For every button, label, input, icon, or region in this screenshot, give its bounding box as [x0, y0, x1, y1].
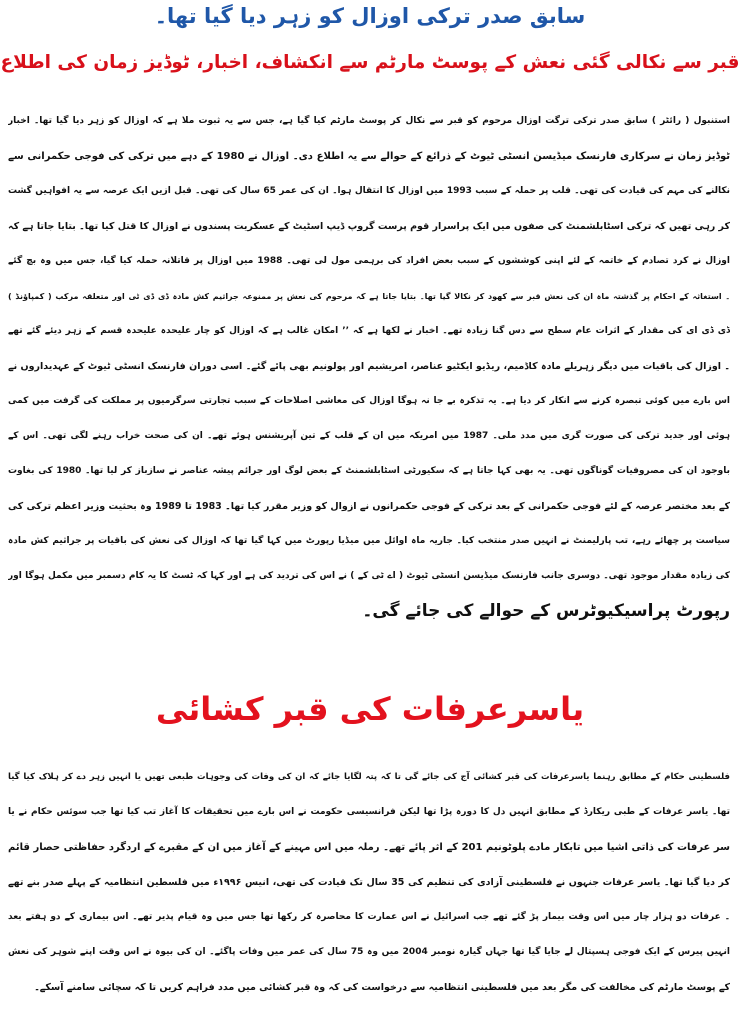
article-line: نکالنے کی مہم کی قیادت کی تھی۔ قلب پر حملہ کے سبب 1993 میں اوزال کا انتقال ہوا۔ ان کی عمر 65 سال کی تھی۔ قبل ازیں ایک عرصہ سے یہ افواہیں گشت	[8, 186, 730, 196]
article-line: کر رہی تھیں کہ ترکی اسٹابلشمنٹ کی صفوں میں ایک پراسرار قوم پرست گروپ ڈیپ اسٹیٹ کے عسکریت پسندوں نے اوزال کا قتل کیا تھا۔ بتایا جاتا ہے کہ	[8, 221, 730, 232]
headline-main: قبر سے نکالی گئی نعش کے پوسٹ مارٹم سے انکشاف، اخبار، ٹوڈیز زمان کی اطلاع	[0, 52, 740, 73]
article-line: ۔ عرفات دو ہزار چار میں اس وقت بیمار پڑ گئے تھے جب اسرائیل نے اس عمارت کا محاصرہ کر رکھا تھا جس میں وہ قیام پذیر تھے۔ اس بیماری کے دو ہفتے بعد	[8, 912, 730, 922]
article-line: ۔ اوزال کی باقیات میں دیگر زہریلے مادہ کاڈمیم، ریڈیو ایکٹیو عناصر، امریشیم اور پولونیم بھی پائے گئے۔ اسی دوران فارنسک انسٹی ٹیوٹ کے عہدیداروں نے	[8, 361, 730, 372]
article-line: کر دیا گیا تھا۔ یاسر عرفات جنہوں نے فلسطینی آزادی کی تنظیم کی 35 سال تک قیادت کی تھی، انیس ۱۹۹۶ء میں فلسطین انتظامیہ کے پہلے صدر بنے تھے	[8, 877, 730, 888]
article-line: انہیں پیرس کے ایک فوجی ہسپتال لے جایا گیا تھا جہاں گیارہ نومبر 2004 میں وہ 75 سال کی عمر میں وفات پاگئے۔ ان کی بیوہ نے اس وقت اپنے شوہر کی نعش	[8, 947, 730, 957]
article-line: استنبول ( رائٹر ) سابق صدر ترکی ترگت اوزال مرحوم کو قبر سے نکال کر پوسٹ مارٹم کیا گیا ہے، جس سے یہ ثبوت ملا ہے کہ اوزال کو زہر دیا گیا تھا۔ اخبار	[8, 116, 730, 126]
article-line: کے پوسٹ مارٹم کی مخالفت کی مگر بعد میں فلسطینی انتظامیہ سے درخواست کی کہ وہ قبر کشائی میں مدد فراہم کریں تا کہ سچائی سامنے آسکے۔	[34, 982, 730, 993]
article-line: اس بارے میں کوئی تبصرہ کرنے سے انکار کر دیا ہے۔ یہ تذکرہ بے جا نہ ہوگا اوزال کی معاشی اصلاحات کے سبب تجارتی سرگرمیوں پر مملکت کی گرفت میں کمی	[8, 396, 730, 406]
article-line: تھا۔ یاسر عرفات کے طبی ریکارڈ کے مطابق انہیں دل کا دورہ پڑا تھا لیکن فرانسیسی حکومت نے اس بارے میں تحقیقات کا آغاز تب کیا تھا جب سوئس حکام نے یا	[8, 807, 730, 817]
article-line: سیاست پر چھائے رہے، تب پارلیمنٹ نے انہیں صدر منتخب کیا۔ جاریہ ماہ اوائل میں میڈیا رپورٹ میں کہا گیا تھا کہ اوزال کی نعش کی باقیات پر جراثیم کش مادہ	[8, 536, 730, 546]
article-arafat	[8, 760, 730, 1005]
article-line: کی زیادہ مقدار موجود تھی۔ دوسری جانب فارنسک میڈیسن انسٹی ٹیوٹ ( اے ٹی کے ) نے اس کی تردید کی ہے اور کہا کہ ٹسٹ کا یہ کام دسمبر میں مکمل ہوگا اور	[8, 571, 730, 581]
headline-top: سابق صدر ترکی اوزال کو زہر دیا گیا تھا۔	[154, 4, 586, 28]
article-line: سر عرفات کی ذاتی اشیا میں تابکار مادے پلوٹونیم 201 کے اثر پائے تھے۔ رملہ میں اس مہینے کے آغاز میں ان کے مقبرے کے اردگرد حفاظتی حصار قائم	[8, 842, 730, 853]
article-line: فلسطینی حکام کے مطابق رہنما یاسرعرفات کی قبر کشائی آج کی جائے گی تا کہ پتہ لگایا جائے کہ ان کی وفات کی وجوہات طبعی تھیں یا انہیں زہر دے کر ہلاک کیا گیا	[8, 772, 730, 782]
article-ozal	[8, 104, 730, 629]
article-line: ۔ استغاثہ کے احکام پر گذشتہ ماہ ان کی نعش قبر سے کھود کر نکالا گیا تھا۔ بتایا جاتا ہے کہ مرحوم کی نعش پر ممنوعہ جراثیم کش مادہ ڈی ڈی ٹی اور متعلقہ مرکب ( کمپاؤنڈ )	[8, 292, 730, 301]
article-line: باوجود ان کی مصروفیات گوناگوں تھی۔ یہ بھی کہا جاتا ہے کہ سکیورٹی اسٹابلشمنٹ کے بعض لوگ اور جرائم پیشہ عناصر نے سازباز کر لیا تھا۔ 1980 کی بغاوت	[8, 466, 730, 476]
subheading-arafat: یاسرعرفات کی قبر کشائی	[155, 690, 585, 728]
article-line: ڈی ڈی ای کی مقدار کے اثرات عام سطح سے دس گنا زیادہ تھے۔ اخبار نے لکھا ہے کہ ’’ امکان غالب ہے کہ اوزال کو چار علیحدہ علیحدہ قسم کے زہر دیئے گئے تھے	[8, 326, 730, 336]
article-line: ہوئی اور جدید ترکی کی صورت گری میں مدد ملی۔ 1987 میں امریکہ میں ان کے قلب کے تین آپریشنس ہوئے تھے۔ ان کی صحت خراب رہنے لگی تھی۔ اس کے	[8, 431, 730, 441]
article-line: اوزال نے کرد تصادم کے خاتمہ کے لئے اپنی کوششوں کے سبب بعض افراد کی برہمی مول لی تھی۔ 1988 میں اوزال پر قاتلانہ حملہ کیا گیا، جس میں وہ بچ گئے	[8, 256, 730, 266]
article-line: ٹوڈیز زمان نے سرکاری فارنسک میڈیسن انسٹی ٹیوٹ کے ذرائع کے حوالے سے یہ اطلاع دی۔ اوزال نے 1980 کے دہے میں ترکی کی فوجی حکمرانی سے	[8, 151, 730, 162]
article-line: رپورٹ پراسیکیوٹرس کے حوالے کی جائے گی۔	[362, 601, 730, 621]
article-line: کے بعد مختصر عرصہ کے لئے فوجی حکمرانی کے بعد ترکی کے فوجی حکمرانوں نے ازوال کو وزیر مقرر کیا تھا۔ 1983 تا 1989 وہ بحثیت وزیر اعظم ترکی کی	[8, 501, 730, 512]
